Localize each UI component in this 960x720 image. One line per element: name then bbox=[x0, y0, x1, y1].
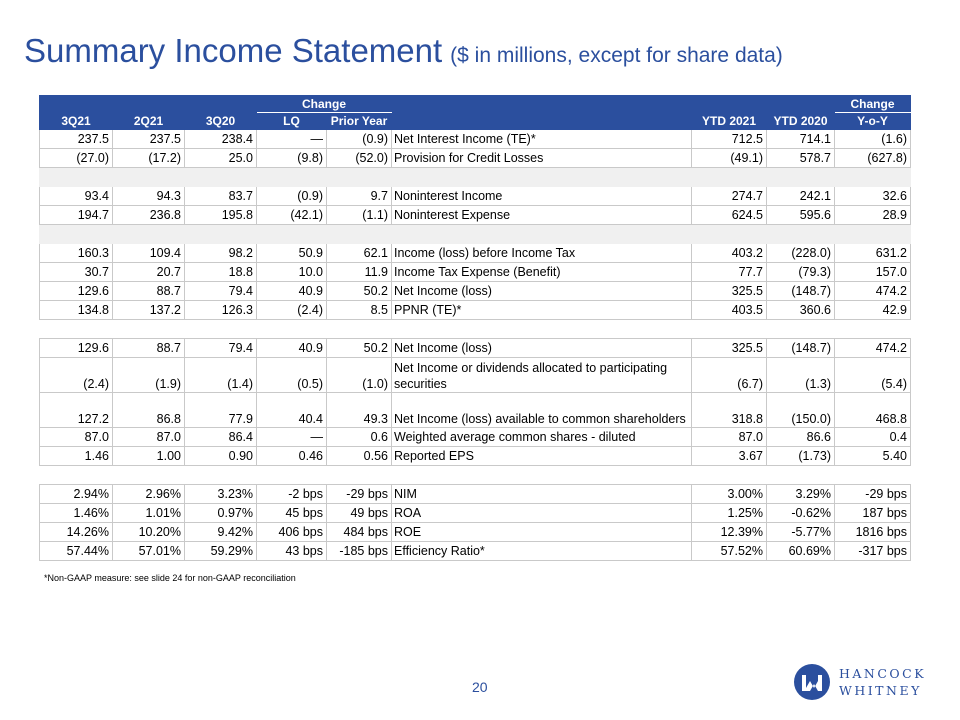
table-cell: 57.44% bbox=[40, 542, 113, 561]
table-cell: 137.2 bbox=[113, 301, 185, 320]
table-cell: (49.1) bbox=[692, 149, 767, 168]
table-cell: 88.7 bbox=[113, 282, 185, 301]
table-cell: — bbox=[257, 428, 327, 447]
table-cell: 18.8 bbox=[185, 263, 257, 282]
table-cell: 42.9 bbox=[835, 301, 911, 320]
spacer-row bbox=[40, 168, 911, 187]
table-cell: 0.56 bbox=[327, 447, 392, 466]
table-cell: 195.8 bbox=[185, 206, 257, 225]
table-cell: 474.2 bbox=[835, 339, 911, 358]
table-cell: 87.0 bbox=[113, 428, 185, 447]
table-cell: 50.2 bbox=[327, 282, 392, 301]
table-cell: 3.29% bbox=[767, 485, 835, 504]
table-cell: 43 bps bbox=[257, 542, 327, 561]
table-cell: (150.0) bbox=[767, 393, 835, 428]
table-row bbox=[40, 187, 911, 206]
table-cell: 1.01% bbox=[113, 504, 185, 523]
table-cell: 238.4 bbox=[185, 130, 257, 149]
table-cell: -29 bps bbox=[327, 485, 392, 504]
table-cell: (1.9) bbox=[113, 358, 185, 393]
table-cell: 40.4 bbox=[257, 393, 327, 428]
table-cell: 0.6 bbox=[327, 428, 392, 447]
table-cell: (17.2) bbox=[113, 149, 185, 168]
row-label: PPNR (TE)* bbox=[392, 301, 692, 320]
row-label: Net Income (loss) bbox=[392, 282, 692, 301]
header-col-2q21: 2Q21 bbox=[113, 113, 185, 130]
table-cell: -5.77% bbox=[767, 523, 835, 542]
section-gap-row bbox=[40, 466, 911, 485]
header-col-3q20: 3Q20 bbox=[185, 113, 257, 130]
table-cell: 3.67 bbox=[692, 447, 767, 466]
table-cell: 474.2 bbox=[835, 282, 911, 301]
table-cell: 40.9 bbox=[257, 339, 327, 358]
table-cell: (9.8) bbox=[257, 149, 327, 168]
table-cell: (2.4) bbox=[40, 358, 113, 393]
table-cell: 578.7 bbox=[767, 149, 835, 168]
table-cell: (228.0) bbox=[767, 244, 835, 263]
header-col-3q21: 3Q21 bbox=[40, 113, 113, 130]
table-cell: 187 bps bbox=[835, 504, 911, 523]
table-cell: 87.0 bbox=[40, 428, 113, 447]
table-cell: 86.4 bbox=[185, 428, 257, 447]
table-cell: 83.7 bbox=[185, 187, 257, 206]
table-cell: (1.6) bbox=[835, 130, 911, 149]
logo-wordmark bbox=[839, 665, 926, 699]
table-row bbox=[40, 393, 911, 428]
table-cell: 57.01% bbox=[113, 542, 185, 561]
table-row bbox=[40, 206, 911, 225]
table-cell: 3.23% bbox=[185, 485, 257, 504]
table-cell: 1.25% bbox=[692, 504, 767, 523]
footnote: *Non-GAAP measure: see slide 24 for non-GAAP reconciliation bbox=[44, 573, 296, 583]
table-row bbox=[40, 485, 911, 504]
table-cell: 60.69% bbox=[767, 542, 835, 561]
table-cell: 57.52% bbox=[692, 542, 767, 561]
table-cell: 236.8 bbox=[113, 206, 185, 225]
table-cell: 484 bps bbox=[327, 523, 392, 542]
table-row bbox=[40, 301, 911, 320]
title-subtitle: ($ in millions, except for share data) bbox=[450, 44, 783, 67]
table-cell: 1.46 bbox=[40, 447, 113, 466]
table-cell: 468.8 bbox=[835, 393, 911, 428]
table-cell: 325.5 bbox=[692, 282, 767, 301]
table-cell: 0.4 bbox=[835, 428, 911, 447]
table-cell: 624.5 bbox=[692, 206, 767, 225]
table-cell: 77.7 bbox=[692, 263, 767, 282]
table-cell: 62.1 bbox=[327, 244, 392, 263]
table-cell: 79.4 bbox=[185, 282, 257, 301]
table-cell: -317 bps bbox=[835, 542, 911, 561]
header-col-ytd-2021: YTD 2021 bbox=[692, 113, 767, 130]
table-cell: 2.96% bbox=[113, 485, 185, 504]
table-cell: -2 bps bbox=[257, 485, 327, 504]
table-cell: 109.4 bbox=[113, 244, 185, 263]
table-cell: 631.2 bbox=[835, 244, 911, 263]
table-cell: -0.62% bbox=[767, 504, 835, 523]
table-cell: 45 bps bbox=[257, 504, 327, 523]
row-label: Income (loss) before Income Tax bbox=[392, 244, 692, 263]
table-cell: 126.3 bbox=[185, 301, 257, 320]
row-label: Net Interest Income (TE)* bbox=[392, 130, 692, 149]
row-label: ROA bbox=[392, 504, 692, 523]
table-cell: 129.6 bbox=[40, 282, 113, 301]
table-cell: 14.26% bbox=[40, 523, 113, 542]
table-cell: -185 bps bbox=[327, 542, 392, 561]
table-row bbox=[40, 282, 911, 301]
table-cell: 0.46 bbox=[257, 447, 327, 466]
table-cell: 88.7 bbox=[113, 339, 185, 358]
header-row-columns bbox=[40, 113, 911, 130]
table-cell: 194.7 bbox=[40, 206, 113, 225]
table-cell: (1.1) bbox=[327, 206, 392, 225]
table-row bbox=[40, 523, 911, 542]
table-cell: 50.2 bbox=[327, 339, 392, 358]
table-row bbox=[40, 149, 911, 168]
header-col-lq: LQ bbox=[257, 113, 327, 130]
table-cell: (1.4) bbox=[185, 358, 257, 393]
row-label: Provision for Credit Losses bbox=[392, 149, 692, 168]
table-cell: (627.8) bbox=[835, 149, 911, 168]
table-cell: 30.7 bbox=[40, 263, 113, 282]
table-cell: 127.2 bbox=[40, 393, 113, 428]
hancock-whitney-logo bbox=[794, 664, 926, 700]
table-cell: 5.40 bbox=[835, 447, 911, 466]
table-cell: 12.39% bbox=[692, 523, 767, 542]
table-cell: (27.0) bbox=[40, 149, 113, 168]
table-cell: 86.8 bbox=[113, 393, 185, 428]
table-cell: (52.0) bbox=[327, 149, 392, 168]
table-cell: -29 bps bbox=[835, 485, 911, 504]
table-cell: 32.6 bbox=[835, 187, 911, 206]
table-cell: 274.7 bbox=[692, 187, 767, 206]
table-cell: 360.6 bbox=[767, 301, 835, 320]
row-label: NIM bbox=[392, 485, 692, 504]
table-cell: 93.4 bbox=[40, 187, 113, 206]
table-cell: 20.7 bbox=[113, 263, 185, 282]
logo-mark-icon bbox=[794, 664, 830, 700]
table-cell: 50.9 bbox=[257, 244, 327, 263]
slide-title bbox=[24, 32, 783, 70]
table-cell: 0.90 bbox=[185, 447, 257, 466]
table-cell: 157.0 bbox=[835, 263, 911, 282]
table-cell: 49.3 bbox=[327, 393, 392, 428]
table-cell: 3.00% bbox=[692, 485, 767, 504]
table-row bbox=[40, 358, 911, 393]
table-cell: (42.1) bbox=[257, 206, 327, 225]
table-cell: 714.1 bbox=[767, 130, 835, 149]
table-cell: (0.9) bbox=[257, 187, 327, 206]
table-cell: 10.0 bbox=[257, 263, 327, 282]
table-cell: 9.7 bbox=[327, 187, 392, 206]
table-cell: 242.1 bbox=[767, 187, 835, 206]
table-cell: 129.6 bbox=[40, 339, 113, 358]
table-cell: 10.20% bbox=[113, 523, 185, 542]
table-row bbox=[40, 542, 911, 561]
spacer-row bbox=[40, 225, 911, 244]
table-cell: (1.3) bbox=[767, 358, 835, 393]
table-cell: 1.46% bbox=[40, 504, 113, 523]
table-row bbox=[40, 447, 911, 466]
table-row bbox=[40, 244, 911, 263]
table-cell: (148.7) bbox=[767, 339, 835, 358]
table-cell: (79.3) bbox=[767, 263, 835, 282]
row-label: Efficiency Ratio* bbox=[392, 542, 692, 561]
table-cell: 9.42% bbox=[185, 523, 257, 542]
table-cell: 134.8 bbox=[40, 301, 113, 320]
row-label: Net Income (loss) available to common shareholders bbox=[392, 393, 692, 428]
table-cell: 86.6 bbox=[767, 428, 835, 447]
row-label: Net Income or dividends allocated to participating securities bbox=[392, 358, 692, 393]
table-cell: 160.3 bbox=[40, 244, 113, 263]
table-cell: 40.9 bbox=[257, 282, 327, 301]
table-row bbox=[40, 504, 911, 523]
row-label: Income Tax Expense (Benefit) bbox=[392, 263, 692, 282]
row-label: Net Income (loss) bbox=[392, 339, 692, 358]
header-row-change bbox=[40, 96, 911, 113]
header-change-left: Change bbox=[257, 96, 392, 113]
table-cell: 77.9 bbox=[185, 393, 257, 428]
table-cell: (6.7) bbox=[692, 358, 767, 393]
table-cell: 1.00 bbox=[113, 447, 185, 466]
table-cell: 325.5 bbox=[692, 339, 767, 358]
table-body bbox=[40, 96, 911, 561]
table-row bbox=[40, 130, 911, 149]
table-cell: 8.5 bbox=[327, 301, 392, 320]
table-cell: 94.3 bbox=[113, 187, 185, 206]
table-cell: (148.7) bbox=[767, 282, 835, 301]
table-cell: (0.9) bbox=[327, 130, 392, 149]
table-cell: (2.4) bbox=[257, 301, 327, 320]
header-change-right: Change bbox=[835, 96, 911, 113]
table-cell: 59.29% bbox=[185, 542, 257, 561]
table-row bbox=[40, 428, 911, 447]
table-cell: (5.4) bbox=[835, 358, 911, 393]
row-label: Noninterest Income bbox=[392, 187, 692, 206]
logo-line-1: HANCOCK bbox=[839, 666, 927, 681]
table-cell: 87.0 bbox=[692, 428, 767, 447]
table-cell: (1.73) bbox=[767, 447, 835, 466]
table-cell: 406 bps bbox=[257, 523, 327, 542]
table-cell: 403.2 bbox=[692, 244, 767, 263]
table-row bbox=[40, 339, 911, 358]
table-cell: 25.0 bbox=[185, 149, 257, 168]
table-cell: 403.5 bbox=[692, 301, 767, 320]
table-cell: (1.0) bbox=[327, 358, 392, 393]
row-label: Noninterest Expense bbox=[392, 206, 692, 225]
logo-line-2: WHITNEY bbox=[839, 683, 922, 698]
table-cell: 318.8 bbox=[692, 393, 767, 428]
income-statement-table bbox=[39, 95, 911, 561]
table-cell: — bbox=[257, 130, 327, 149]
table-cell: 79.4 bbox=[185, 339, 257, 358]
header-col-ytd-2020: YTD 2020 bbox=[767, 113, 835, 130]
header-col-prior-year: Prior Year bbox=[327, 113, 392, 130]
table-cell: 49 bps bbox=[327, 504, 392, 523]
row-label: ROE bbox=[392, 523, 692, 542]
table-row bbox=[40, 263, 911, 282]
table-cell: 237.5 bbox=[113, 130, 185, 149]
header-col-yoy: Y-o-Y bbox=[835, 113, 911, 130]
table-cell: 2.94% bbox=[40, 485, 113, 504]
section-gap-row bbox=[40, 320, 911, 339]
table-cell: (0.5) bbox=[257, 358, 327, 393]
table-cell: 595.6 bbox=[767, 206, 835, 225]
table-cell: 11.9 bbox=[327, 263, 392, 282]
table-cell: 1816 bps bbox=[835, 523, 911, 542]
table-cell: 712.5 bbox=[692, 130, 767, 149]
row-label: Reported EPS bbox=[392, 447, 692, 466]
table-cell: 98.2 bbox=[185, 244, 257, 263]
table-cell: 237.5 bbox=[40, 130, 113, 149]
row-label: Weighted average common shares - diluted bbox=[392, 428, 692, 447]
page-number: 20 bbox=[472, 679, 488, 695]
title-main: Summary Income Statement bbox=[24, 32, 443, 69]
table-cell: 28.9 bbox=[835, 206, 911, 225]
table-cell: 0.97% bbox=[185, 504, 257, 523]
